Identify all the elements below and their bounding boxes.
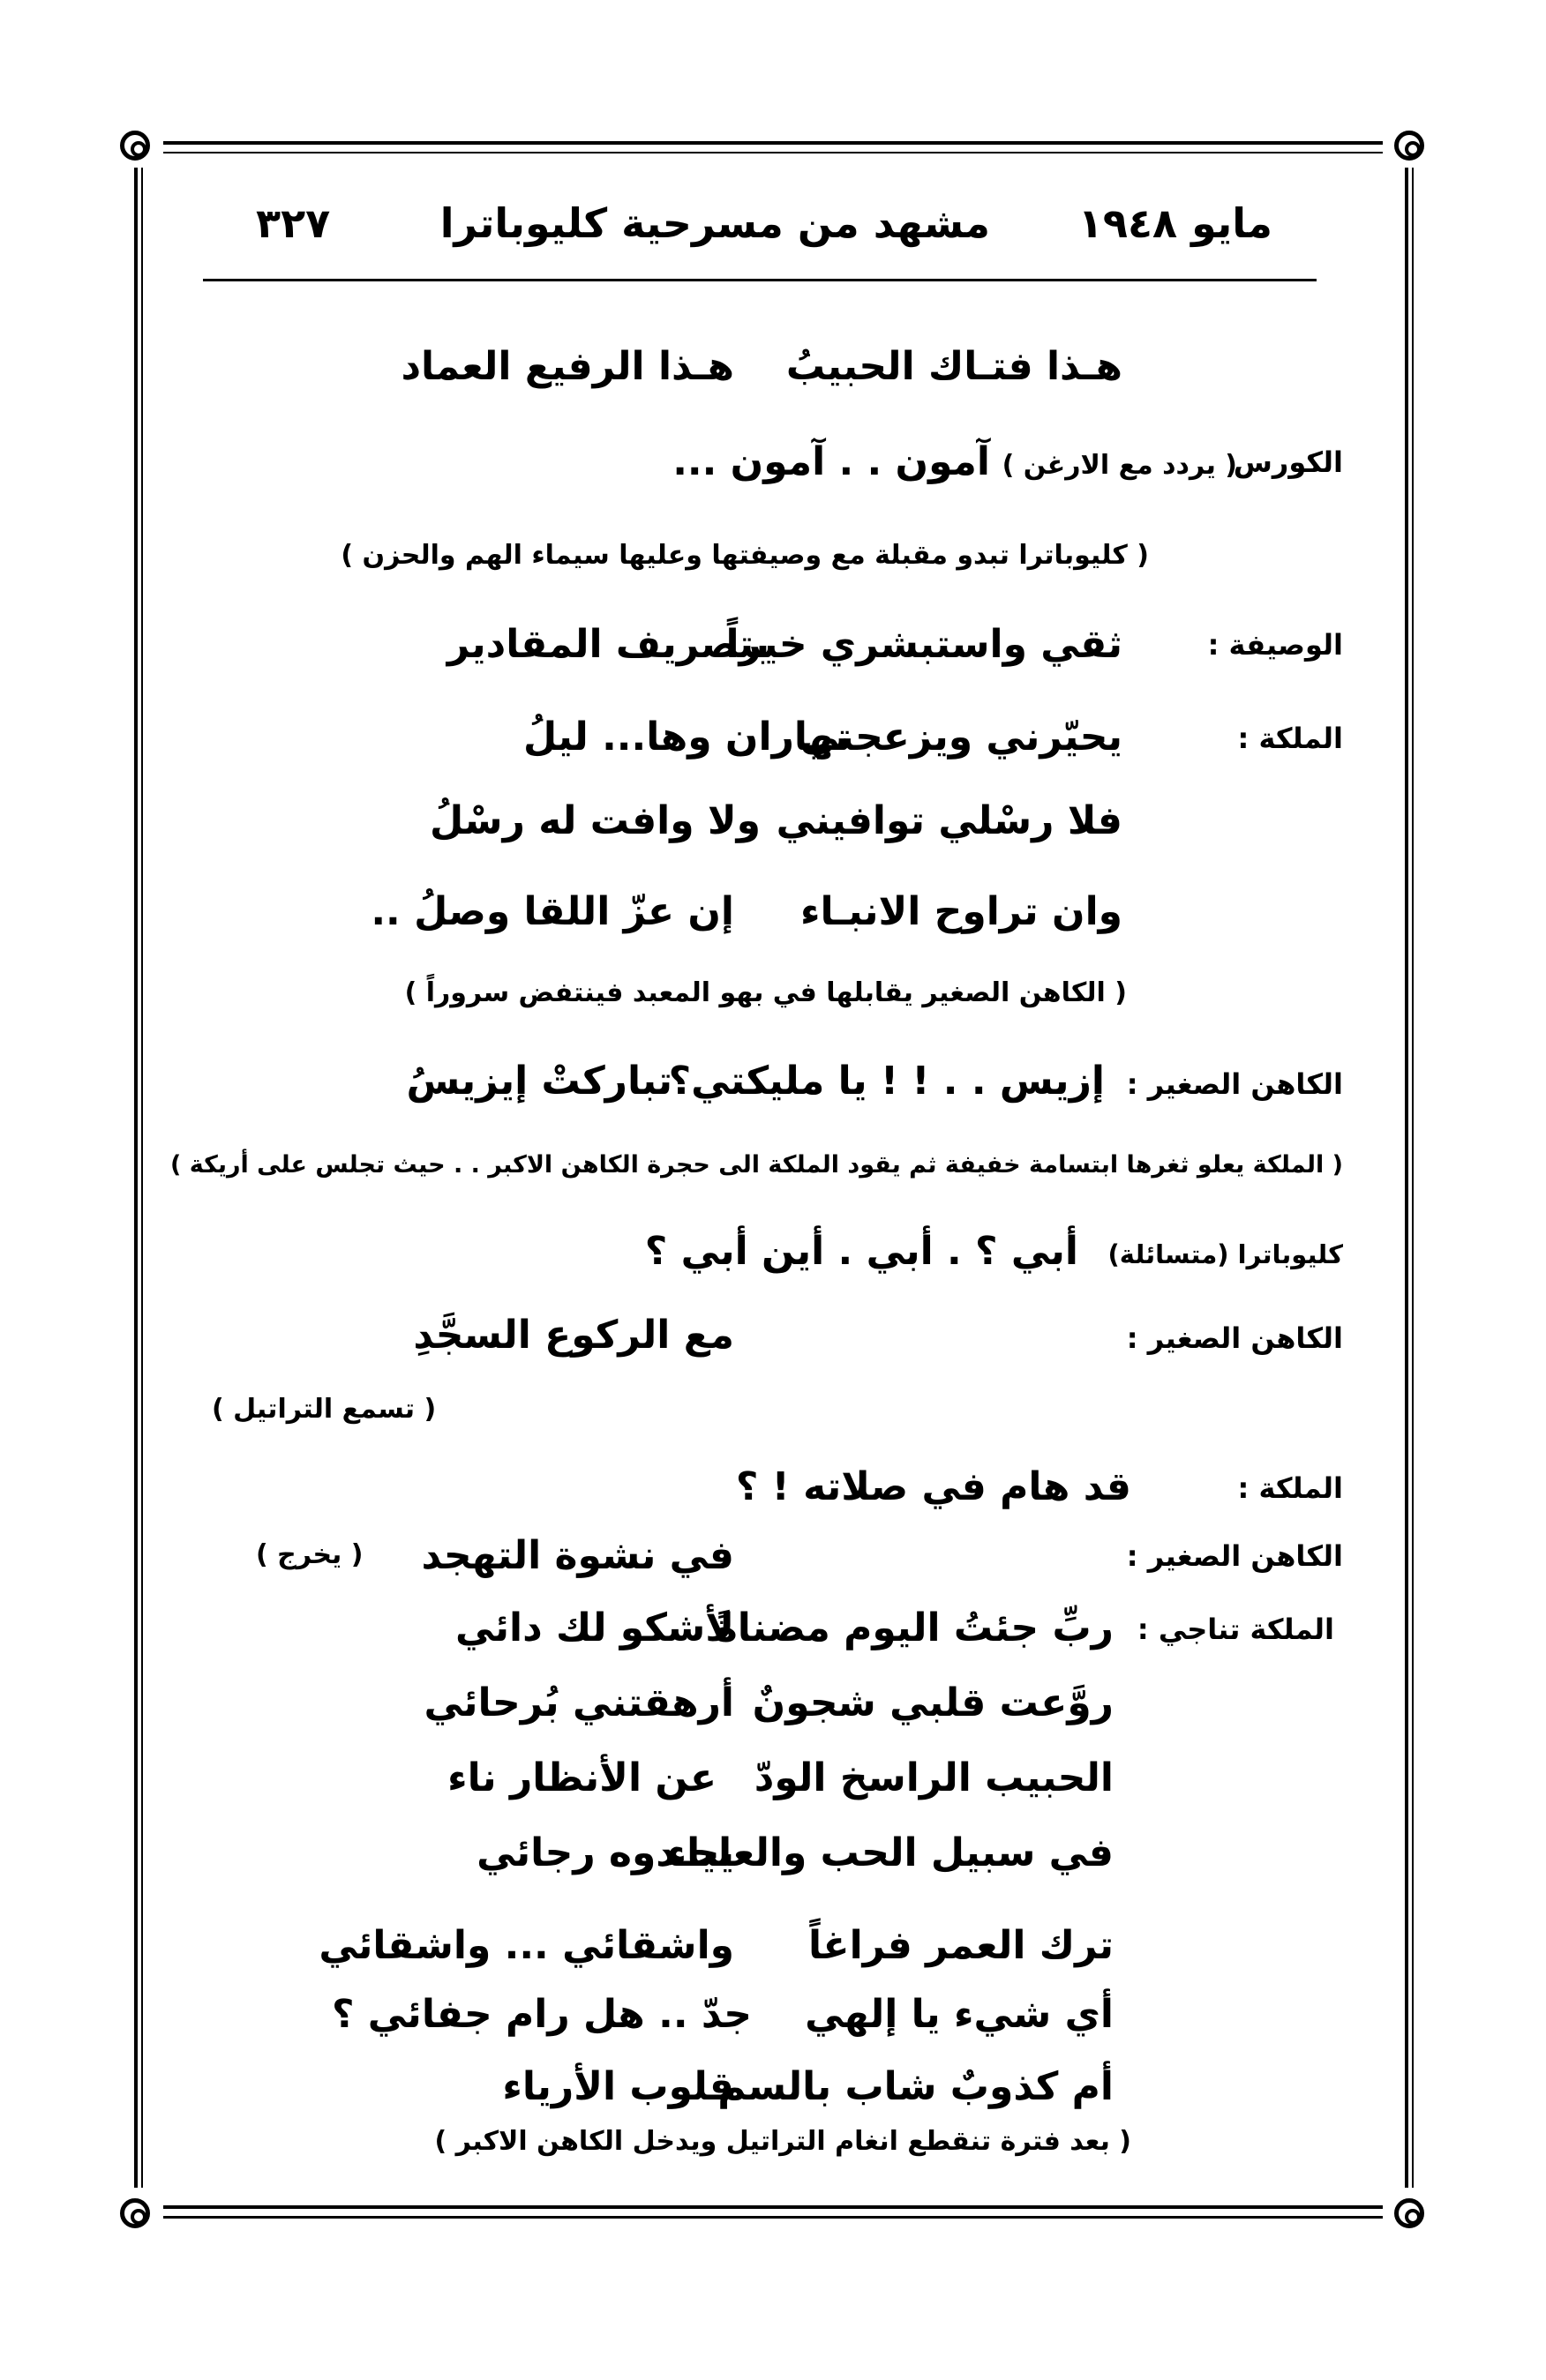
verse-hemistich: هـذا فتـاك الحبيبُ bbox=[785, 344, 1122, 389]
verse-hemistich: نهاران وها... ليلُ bbox=[523, 715, 849, 760]
verse-line: مع الركوع السجَّدِ bbox=[413, 1313, 734, 1358]
verse-hemistich: وان تراوح الانبـاء bbox=[799, 889, 1122, 934]
frame-left-border-inner bbox=[141, 168, 143, 2188]
speaker-label: الكاهن الصغير : bbox=[1126, 1067, 1343, 1101]
speaker-label: الوصيفة : bbox=[1207, 628, 1343, 662]
verse-hemistich: يحيّرني ويزعجني bbox=[799, 715, 1122, 760]
corner-ornament-icon bbox=[120, 2198, 150, 2228]
verse-hemistich: ثقي واستبشري خيراً bbox=[725, 622, 1122, 667]
header-title: مشهد من مسرحية كليوباترا bbox=[439, 199, 990, 247]
verse-hemistich: ولا وافت له رسْلُ bbox=[430, 798, 761, 843]
verse-hemistich: لأشكو لك دائي bbox=[454, 1605, 734, 1650]
verse-hemistich: أم كذوبٌ شاب بالسم bbox=[717, 2064, 1114, 2109]
verse-hemistich: إن عزّ اللقا وصلُ .. bbox=[371, 889, 734, 934]
corner-ornament-icon bbox=[1394, 2198, 1424, 2228]
speaker-label: الملكة تناجي : bbox=[1137, 1613, 1334, 1646]
verse-hemistich: جدّ .. هل رام جفائي ؟ bbox=[331, 1992, 752, 2037]
corner-ornament-icon bbox=[120, 131, 150, 161]
verse-line: قد هام في صلاته ! ؟ bbox=[735, 1464, 1131, 1509]
verse-hemistich: روَّعت قلبي شجونٌ bbox=[752, 1680, 1114, 1725]
verse-hemistich: أي شيء يا إلهي bbox=[805, 1992, 1114, 2037]
verse-line: في نشوة التهجد bbox=[421, 1533, 734, 1578]
frame-right-border-inner bbox=[1412, 168, 1414, 2188]
speaker-label: الكورس bbox=[1233, 445, 1343, 479]
verse-hemistich: قلوب الأرياء bbox=[502, 2064, 734, 2109]
stage-direction: ( الكاهن الصغير يقابلها في بهو المعبد فينتفض سروراً ) bbox=[404, 977, 1127, 1008]
verse-hemistich: الحبيب الراسخ الودّ bbox=[754, 1755, 1114, 1800]
header-date: مايو ١٩٤٨ bbox=[1077, 199, 1272, 247]
stage-direction: ( تسمع التراتيل ) bbox=[212, 1394, 437, 1425]
speaker-label: الملكة : bbox=[1237, 1471, 1343, 1505]
verse-hemistich: فلا رسْلي توافيني bbox=[776, 798, 1122, 843]
frame-left-border bbox=[134, 168, 138, 2188]
frame-right-border bbox=[1405, 168, 1408, 2188]
verse-hemistich: بتصريف المقادير bbox=[447, 622, 769, 667]
stage-direction: ( يخرج ) bbox=[256, 1539, 364, 1570]
verse-hemistich: ترك العمر فراغاً bbox=[807, 1923, 1114, 1968]
verse-hemistich: عن الأنظار ناء bbox=[447, 1755, 717, 1800]
verse-line: أبي ؟ . أبي . أين أبي ؟ bbox=[644, 1229, 1078, 1274]
speaker-label: الكاهن الصغير : bbox=[1126, 1539, 1343, 1573]
verse-hemistich: ربِّ جئتُ اليوم مضناةً bbox=[714, 1605, 1114, 1650]
verse-hemistich: أرهقتني بُرحائي bbox=[424, 1680, 734, 1725]
verse-hemistich: تباركتْ إيزيسُ bbox=[406, 1059, 672, 1104]
stage-direction: ( الملكة يعلو ثغرها ابتسامة خفيفة ثم يقود الملكة الى حجرة الكاهن الاكبر . . حيث تجلس على أريكة ) bbox=[170, 1151, 1343, 1179]
header-rule bbox=[203, 279, 1317, 281]
stage-direction: ( بعد فترة تنقطع انغام التراتيل ويدخل الكاهن الاكبر ) bbox=[434, 2126, 1131, 2157]
verse-hemistich: هـذا الرفيع العماد bbox=[401, 344, 734, 389]
speaker-label: الملكة : bbox=[1237, 722, 1343, 755]
verse-hemistich: واشقائي ... واشقائي bbox=[319, 1923, 734, 1968]
verse-line: آمون . . آمون ... bbox=[672, 439, 990, 484]
verse-hemistich: إزيس . . ! ! يا مليكتي؟ bbox=[668, 1059, 1105, 1104]
page-number: ٣٢٧ bbox=[256, 199, 331, 247]
speaker-label: الكاهن الصغير : bbox=[1126, 1321, 1343, 1355]
speaker-label: كليوباترا (متسائلة) bbox=[1107, 1239, 1343, 1269]
verse-hemistich: يحـدوه رجائي bbox=[477, 1830, 734, 1875]
corner-ornament-icon bbox=[1394, 131, 1424, 161]
verse-hemistich: في سبيل الحب والعلياء bbox=[666, 1830, 1114, 1875]
stage-direction: ( كليوباترا تبدو مقبلة مع وصيفتها وعليها سيماء الهم والحزن ) bbox=[341, 540, 1149, 571]
stage-direction: ( يردد مع الارغن ) bbox=[1002, 450, 1237, 481]
